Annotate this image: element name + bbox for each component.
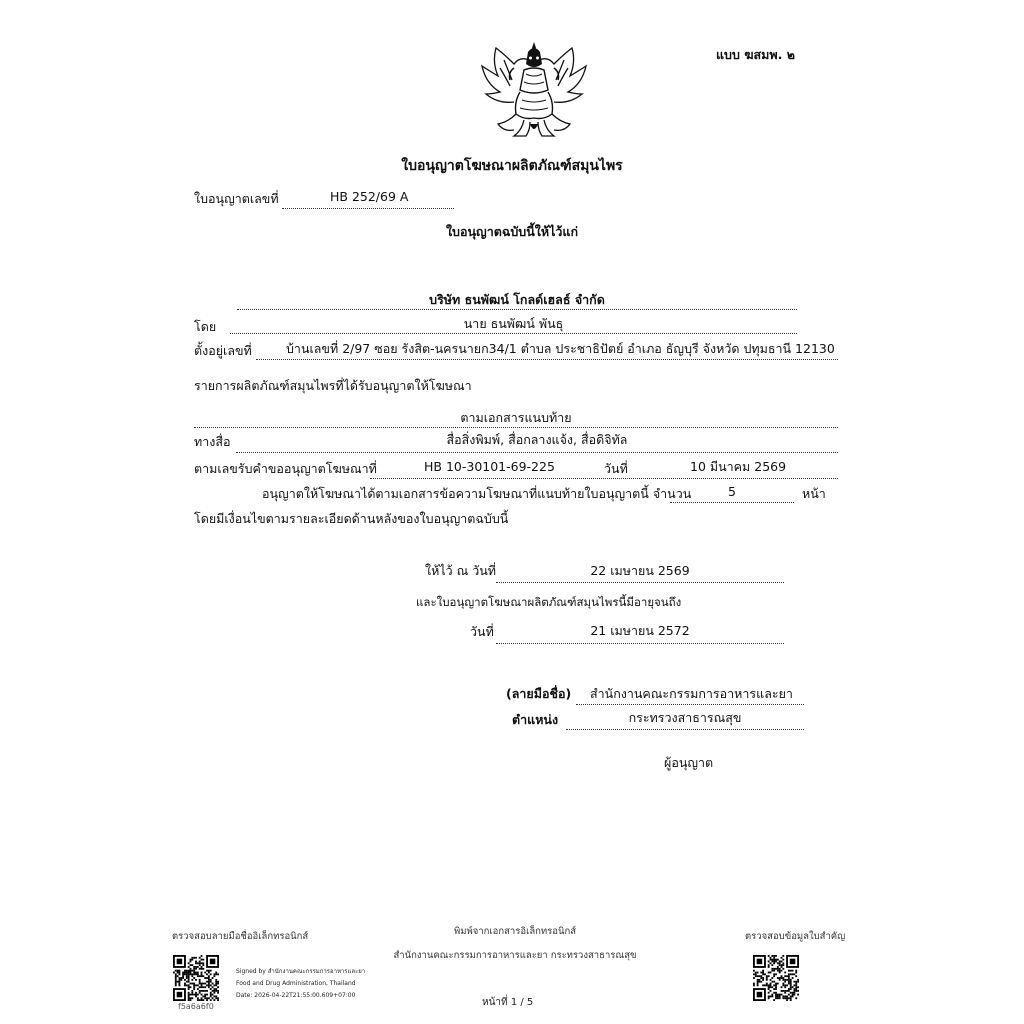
position-value: กระทรวงสาธารณสุข [628, 710, 742, 725]
address-label: ตั้งอยู่เลขที่ [194, 343, 252, 358]
products-value: ตามเอกสารแนบท้าย [460, 410, 572, 425]
signed-date-text: Date: 2026-04-22T21:55:00.609+07:00 [236, 992, 356, 999]
company-underline [237, 309, 797, 310]
licensor-label: ผู้อนุญาต [664, 755, 714, 770]
issue-date-label: ให้ไว้ ณ วันที่ [425, 563, 496, 578]
request-date-label: วันที่ [604, 461, 628, 476]
verify-document-caption: ตรวจสอบข้อมูลใบสำคัญ [745, 931, 846, 942]
document-title: ใบอนุญาตโฆษณาผลิตภัณฑ์สมุนไพร [401, 158, 623, 174]
page-number: หน้าที่ 1 / 5 [482, 997, 534, 1008]
form-code: แบบ ฆสมพ. ๒ [716, 47, 796, 62]
request-underline [370, 478, 838, 479]
signed-org-text: Food and Drug Administration, Thailand [236, 980, 356, 987]
signature-value: สำนักงานคณะกรรมการอาหารและยา [590, 686, 793, 701]
license-no-underline [282, 208, 454, 209]
page-unit: หน้า [802, 486, 826, 501]
expiry-date: 21 เมษายน 2572 [590, 623, 690, 638]
request-label: ตามเลขรับคำขออนุญาตโฆษณาที่ [194, 461, 377, 476]
address-value: บ้านเลขที่ 2/97 ซอย รังสิต-นครนายก34/1 ตำบล ประชาธิปัตย์ อำเภอ ธัญบุรี จังหวัด ปทุมธานี 12130 [286, 341, 835, 356]
issuer-caption: สำนักงานคณะกรรมการอาหารและยา กระทรวงสาธารณสุข [393, 950, 637, 961]
media-value: สื่อสิ่งพิมพ์, สื่อกลางแจ้ง, สื่อดิจิทัล [446, 432, 628, 447]
media-label: ทางสื่อ [194, 434, 231, 449]
position-underline [566, 729, 804, 730]
company-name: บริษัท ธนพัฒน์ โกลด์เฮลธ์ จำกัด [429, 292, 605, 307]
conditions-text: โดยมีเงื่อนไขตามรายละเอียดด้านหลังของใบอนุญาตฉบับนี้ [194, 511, 509, 526]
by-underline [230, 333, 797, 334]
signature-label: (ลายมือชื่อ) [506, 686, 572, 701]
page-count: 5 [728, 484, 736, 499]
qr-code-icon[interactable] [753, 955, 799, 1001]
license-no-value: HB 252/69 A [330, 189, 409, 204]
by-value: นาย ธนพัฒน์ พันธุ [463, 316, 564, 331]
approval-text: อนุญาตให้โฆษณาได้ตามเอกสารข้อความโฆษณาที่แนบท้ายใบอนุญาตนี้ จำนวน [262, 486, 692, 501]
qr-code-icon[interactable] [173, 955, 219, 1001]
page-count-underline [670, 502, 794, 503]
signature-underline [576, 704, 804, 705]
by-label: โดย [194, 319, 217, 334]
products-underline [194, 427, 838, 428]
qr-code-text: f5a6a6f0 [178, 1002, 214, 1011]
products-label: รายการผลิตภัณฑ์สมุนไพรที่ได้รับอนุญาตให้โฆษณา [194, 378, 472, 393]
printed-from-caption: พิมพ์จากเอกสารอิเล็กทรอนิกส์ [453, 926, 577, 937]
license-no-label: ใบอนุญาตเลขที่ [194, 191, 279, 206]
request-date: 10 มีนาคม 2569 [690, 459, 787, 474]
garuda-emblem-icon [474, 40, 594, 142]
expiry-date-underline [496, 643, 784, 644]
issue-date: 22 เมษายน 2569 [590, 563, 690, 578]
validity-text: และใบอนุญาตโฆษณาผลิตภัณฑ์สมุนไพรนี้มีอายุจนถึง [416, 595, 682, 609]
issue-date-underline [496, 582, 784, 583]
media-underline [236, 452, 838, 453]
issued-to-label: ใบอนุญาตฉบับนี้ให้ไว้แก่ [445, 224, 579, 239]
position-label: ตำแหน่ง [512, 712, 559, 727]
expiry-date-label: วันที่ [470, 624, 494, 639]
verify-signature-caption: ตรวจสอบลายมือชื่ออิเล็กทรอนิกส์ [172, 931, 309, 942]
address-underline [256, 359, 838, 360]
request-number: HB 10-30101-69-225 [424, 459, 555, 474]
signed-by-text: Signed by สำนักงานคณะกรรมการอาหารและยา [236, 968, 366, 975]
